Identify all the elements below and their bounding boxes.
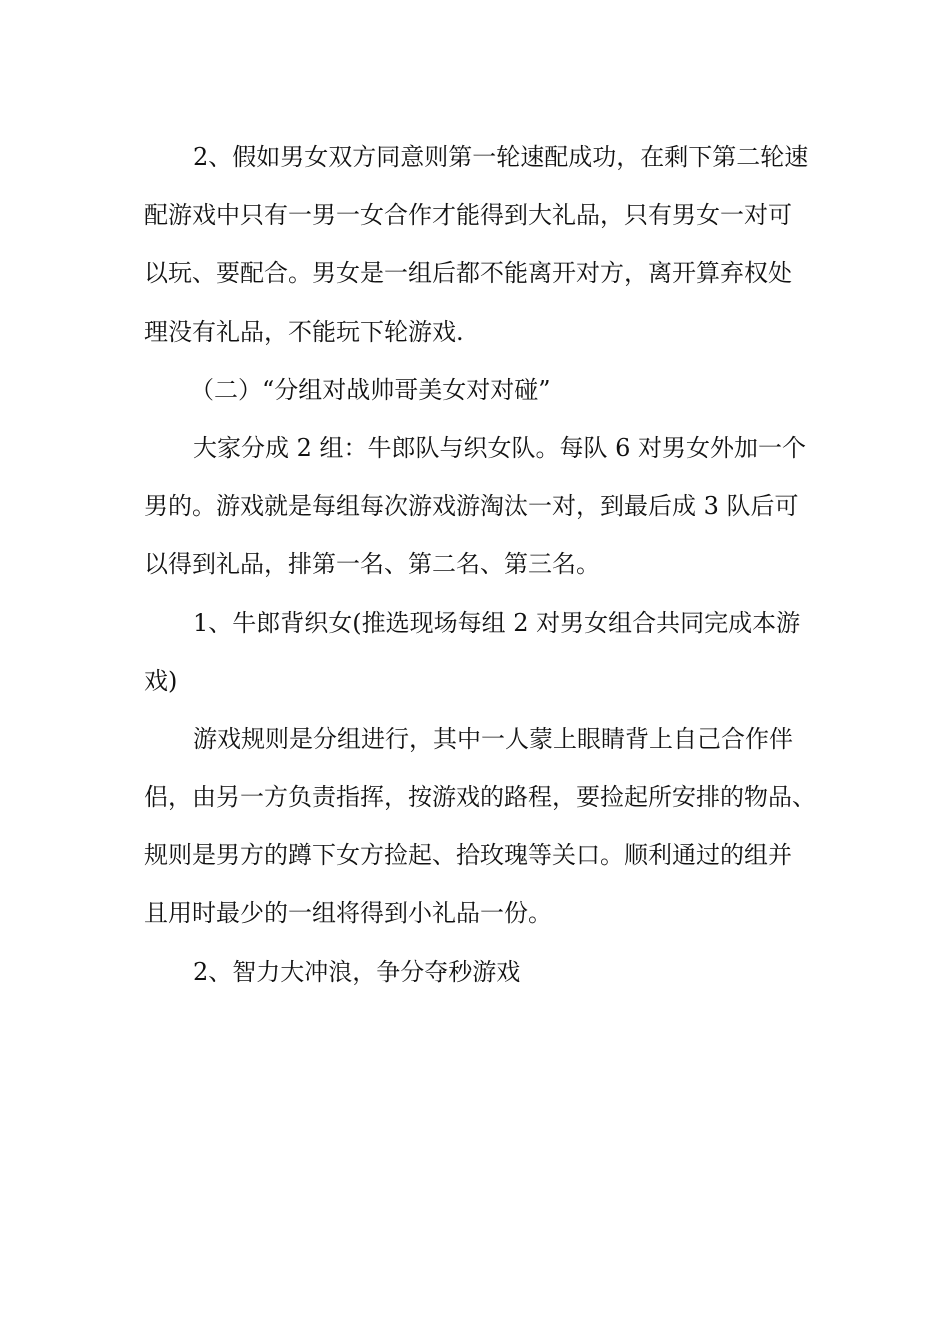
paragraph-line: 配游戏中只有一男一女合作才能得到大礼品，只有男女一对可 bbox=[144, 201, 792, 230]
paragraph-line: 游戏规则是分组进行，其中一人蒙上眼睛背上自己合作伴 bbox=[193, 724, 793, 753]
body-text bbox=[144, 128, 824, 1001]
paragraph-line: 1、牛郎背织女(推选现场每组 2 对男女组合共同完成本游 bbox=[193, 608, 801, 637]
paragraph-line: 以玩、要配合。男女是一组后都不能离开对方，离开算弃权处 bbox=[144, 259, 792, 288]
paragraph-line: 以得到礼品，排第一名、第二名、第三名。 bbox=[144, 550, 600, 579]
paragraph-line: 规则是男方的蹲下女方捡起、拾玫瑰等关口。顺利通过的组并 bbox=[144, 841, 792, 870]
paragraph-line: 男的。游戏就是每组每次游戏游淘汰一对，到最后成 3 队后可 bbox=[144, 492, 799, 521]
paragraph-line: 2、智力大冲浪，争分夺秒游戏 bbox=[193, 957, 521, 986]
paragraph-line: 理没有礼品，不能玩下轮游戏. bbox=[144, 317, 464, 346]
paragraph-line: 大家分成 2 组：牛郎队与织女队。每队 6 对男女外加一个 bbox=[193, 433, 807, 462]
paragraph-line: 且用时最少的一组将得到小礼品一份。 bbox=[144, 899, 552, 928]
paragraph-line: 戏) bbox=[144, 666, 178, 695]
paragraph-line: 侣，由另一方负责指挥，按游戏的路程，要捡起所安排的物品、 bbox=[144, 783, 816, 812]
section-heading: （二）“分组对战帅哥美女对对碰” bbox=[190, 375, 551, 404]
paragraph-line: 2、假如男女双方同意则第一轮速配成功，在剩下第二轮速 bbox=[193, 143, 809, 171]
